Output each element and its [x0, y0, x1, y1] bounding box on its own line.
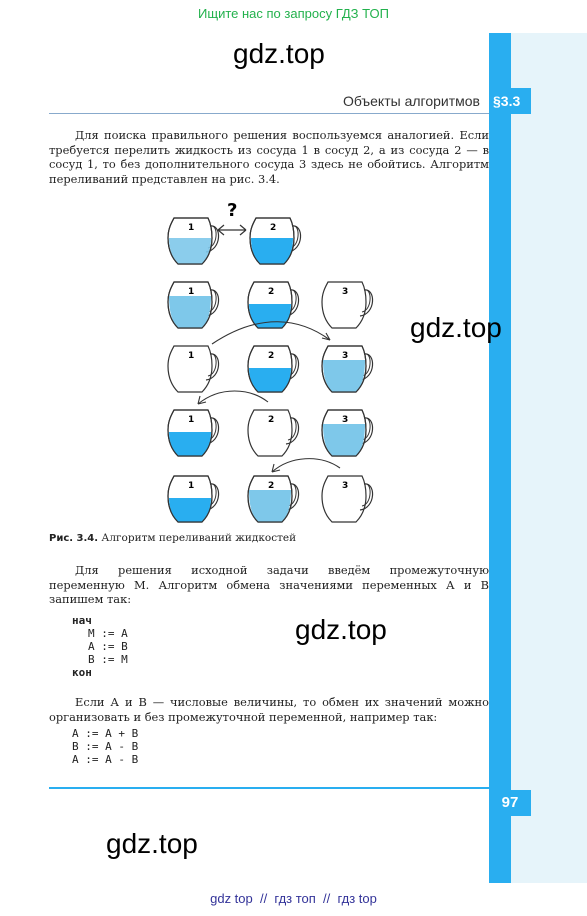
- jug-label: 3: [342, 287, 349, 297]
- swap-arrow-icon: [218, 225, 246, 235]
- paragraph-2-text: Для решения исходной задачи введём промежуточную переменную М. Алгоритм обмена значениями переменных А и В запишем так:: [49, 563, 489, 606]
- jug-3-row-4: [322, 410, 373, 456]
- paragraph-1: [49, 128, 489, 186]
- jug-label: 2: [270, 223, 277, 233]
- jug-label: 1: [188, 351, 195, 361]
- jug-label: 1: [188, 415, 195, 425]
- jug-3-row-3: [322, 346, 373, 392]
- header-rule: [49, 113, 489, 114]
- code-begin: нач: [72, 614, 92, 627]
- watermark: gdz.top: [295, 614, 387, 645]
- jug-label: 3: [342, 415, 349, 425]
- caption-label: Рис. 3.4.: [49, 533, 99, 544]
- page-number: 97: [489, 790, 531, 816]
- watermark: gdz.top: [410, 312, 502, 343]
- watermark: gdz.top: [233, 38, 325, 69]
- jug-label: 1: [188, 481, 195, 491]
- paragraph-3: [49, 695, 489, 724]
- pour-arrow-2-to-1: [198, 391, 268, 404]
- code-line: А := А + В: [72, 727, 139, 740]
- pour-arrow-3-to-2: [272, 459, 340, 472]
- code-line: А := А - В: [72, 753, 139, 766]
- side-tab: [489, 33, 511, 883]
- top-banner-link[interactable]: Ищите нас по запросу ГДЗ ТОП: [198, 6, 389, 21]
- paragraph-3-text: Если А и В — числовые величины, то обмен их значений можно организовать и без промежуточной переменной, например так:: [49, 695, 489, 724]
- jug-label: 2: [268, 481, 275, 491]
- code-line: В := А - В: [72, 740, 139, 753]
- jug-1-row-1: [168, 218, 219, 264]
- bottom-links[interactable]: gdz top // гдз топ // гдз top: [210, 891, 377, 906]
- jug-1-row-5: [168, 476, 219, 522]
- figure-caption: [49, 532, 296, 544]
- jug-label: 1: [188, 223, 195, 233]
- code-end: кон: [72, 666, 92, 679]
- code-line: А := В: [88, 640, 128, 653]
- code-block-1: [72, 614, 128, 679]
- jug-label: 1: [188, 287, 195, 297]
- jug-3-row-5: [322, 476, 373, 522]
- jug-2-row-4: [248, 410, 299, 456]
- code-line: В := М: [88, 653, 128, 666]
- section-badge: §3.3: [489, 88, 531, 114]
- caption-text: Алгоритм переливаний жидкостей: [101, 532, 297, 544]
- jug-label: 2: [268, 415, 275, 425]
- jug-2-row-3: [248, 346, 299, 392]
- jug-label: 3: [342, 351, 349, 361]
- question-mark: ?: [227, 200, 238, 221]
- jug-label: 3: [342, 481, 349, 491]
- jug-label: 2: [268, 287, 275, 297]
- jug-2-row-5: [248, 476, 299, 522]
- jug-1-row-3: [168, 346, 219, 392]
- paragraph-1-text: Для поиска правильного решения воспользуемся аналогией. Если требуется перелить жидкость из сосуда 1 в сосуд 2, а из сосуда 2 — в сосуд 1, то без дополнительного сосуда 3 здесь не обойтись. Алгоритм переливаний представлен на рис. 3.4.: [49, 128, 489, 186]
- watermark: gdz.top: [106, 828, 198, 859]
- code-block-2: [72, 727, 138, 766]
- jug-label: 2: [268, 351, 275, 361]
- jug-2-row-2: [248, 282, 299, 328]
- side-strip: [510, 33, 587, 883]
- code-line: М := А: [88, 627, 128, 640]
- paragraph-2: [49, 563, 489, 607]
- jug-3-row-2: [322, 282, 373, 328]
- jug-1-row-2: [168, 282, 219, 328]
- footer-rule: [49, 787, 509, 789]
- figure-jugs: [150, 200, 390, 530]
- jug-1-row-4: [168, 410, 219, 456]
- jug-2-row-1: [250, 218, 301, 264]
- chapter-title: Объекты алгоритмов: [342, 93, 480, 109]
